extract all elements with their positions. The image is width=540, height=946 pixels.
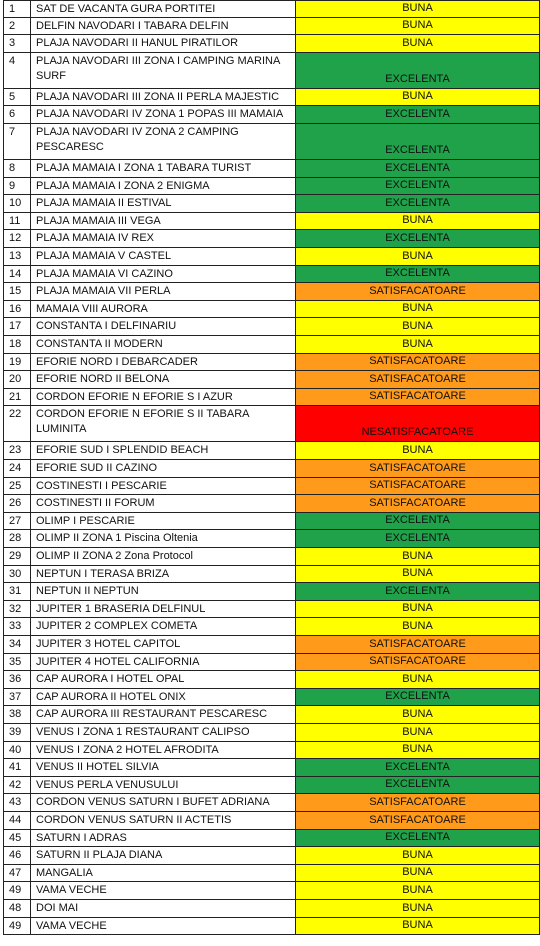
beach-name: VENUS I ZONA 2 HOTEL AFRODITA [31,742,296,759]
row-number: 26 [3,495,31,512]
beach-name: EFORIE SUD II CAZINO [31,460,296,477]
beach-name: MANGALIA [31,865,296,882]
quality-rating: EXCELENTA [296,106,540,123]
row-number: 19 [3,354,31,371]
table-row [3,794,540,812]
beach-name: PLAJA NAVODARI IV ZONA 2 CAMPING PESCARESC [31,124,296,159]
beach-name: PLAJA MAMAIA VI CAZINO [31,266,296,283]
table-row [3,706,540,724]
quality-rating: BUNA [296,566,540,583]
quality-rating: EXCELENTA [296,759,540,776]
beach-name: OLIMP II ZONA 2 Zona Protocol [31,548,296,565]
table-row [3,495,540,513]
quality-rating: SATISFACATOARE [296,283,540,300]
row-number: 1 [3,1,31,17]
table-row [3,689,540,707]
table-row [3,882,540,900]
beach-name: JUPITER 4 HOTEL CALIFORNIA [31,654,296,671]
row-number: 13 [3,248,31,265]
quality-rating: BUNA [296,336,540,353]
quality-rating: BUNA [296,724,540,741]
table-row [3,530,540,548]
row-number: 37 [3,689,31,706]
quality-rating: EXCELENTA [296,160,540,177]
row-number: 39 [3,724,31,741]
row-number: 44 [3,812,31,829]
row-number: 8 [3,160,31,177]
beach-name: JUPITER 1 BRASERIA DELFINUL [31,601,296,618]
quality-rating: EXCELENTA [296,195,540,212]
beach-name: VAMA VECHE [31,918,296,935]
table-row [3,742,540,760]
beach-name: MAMAIA VIII AURORA [31,301,296,318]
row-number: 14 [3,266,31,283]
quality-rating: SATISFACATOARE [296,354,540,371]
quality-rating: BUNA [296,1,540,17]
row-number: 17 [3,318,31,335]
quality-rating: NESATISFACATOARE [296,406,540,441]
row-number: 22 [3,406,31,441]
quality-rating: BUNA [296,706,540,723]
row-number: 23 [3,442,31,459]
table-row [3,53,540,89]
quality-rating: SATISFACATOARE [296,478,540,495]
beach-name: NEPTUN II NEPTUN [31,583,296,600]
quality-rating: BUNA [296,900,540,917]
beach-name: CAP AURORA III RESTAURANT PESCARESC [31,706,296,723]
table-row [3,566,540,584]
row-number: 15 [3,283,31,300]
quality-rating: EXCELENTA [296,777,540,794]
beach-name: SATURN II PLAJA DIANA [31,847,296,864]
row-number: 25 [3,478,31,495]
beach-name: EFORIE NORD I DEBARCADER [31,354,296,371]
quality-rating: BUNA [296,847,540,864]
table-row [3,918,540,936]
row-number: 30 [3,566,31,583]
table-row [3,178,540,196]
beach-name: VAMA VECHE [31,882,296,899]
quality-rating: BUNA [296,882,540,899]
quality-rating: EXCELENTA [296,230,540,247]
quality-rating: BUNA [296,442,540,459]
table-row [3,583,540,601]
table-row [3,248,540,266]
table-row [3,213,540,231]
beach-name: CAP AURORA I HOTEL OPAL [31,671,296,688]
row-number: 34 [3,636,31,653]
beach-name: SATURN I ADRAS [31,830,296,847]
row-number: 29 [3,548,31,565]
beach-name: OLIMP II ZONA 1 Piscina Oltenia [31,530,296,547]
row-number: 4 [3,53,31,88]
row-number: 6 [3,106,31,123]
row-number: 36 [3,671,31,688]
beach-name: PLAJA MAMAIA I ZONA 1 TABARA TURIST [31,160,296,177]
row-number: 31 [3,583,31,600]
quality-rating: EXCELENTA [296,266,540,283]
beach-name: VENUS PERLA VENUSULUI [31,777,296,794]
beach-name: EFORIE SUD I SPLENDID BEACH [31,442,296,459]
beach-name: NEPTUN I TERASA BRIZA [31,566,296,583]
quality-rating: EXCELENTA [296,583,540,600]
table-row [3,478,540,496]
row-number: 46 [3,847,31,864]
table-row [3,18,540,36]
beach-name: JUPITER 3 HOTEL CAPITOL [31,636,296,653]
beach-name: PLAJA MAMAIA VII PERLA [31,283,296,300]
quality-rating: EXCELENTA [296,689,540,706]
table-row [3,35,540,53]
table-row [3,847,540,865]
table-row [3,266,540,284]
row-number: 11 [3,213,31,230]
quality-rating: SATISFACATOARE [296,460,540,477]
beach-name: COSTINESTI II FORUM [31,495,296,512]
row-number: 2 [3,18,31,35]
quality-rating: BUNA [296,18,540,35]
row-number: 33 [3,618,31,635]
table-row [3,89,540,107]
table-row [3,865,540,883]
row-number: 49 [3,882,31,899]
row-number: 20 [3,371,31,388]
table-row [3,460,540,478]
quality-rating: BUNA [296,35,540,52]
beach-name: PLAJA MAMAIA III VEGA [31,213,296,230]
quality-rating: SATISFACATOARE [296,812,540,829]
quality-rating: BUNA [296,301,540,318]
quality-rating: EXCELENTA [296,530,540,547]
beach-name: SAT DE VACANTA GURA PORTITEI [31,1,296,17]
beach-name: PLAJA NAVODARI IV ZONA 1 POPAS III MAMAIA [31,106,296,123]
table-row [3,406,540,442]
table-row [3,671,540,689]
quality-rating: SATISFACATOARE [296,371,540,388]
table-row [3,601,540,619]
beach-name: CORDON VENUS SATURN I BUFET ADRIANA [31,794,296,811]
table-row [3,354,540,372]
row-number: 21 [3,389,31,406]
quality-rating: SATISFACATOARE [296,495,540,512]
row-number: 35 [3,654,31,671]
beach-name: CONSTANTA I DELFINARIU [31,318,296,335]
row-number: 49 [3,918,31,935]
quality-rating: BUNA [296,318,540,335]
beach-name: PLAJA MAMAIA V CASTEL [31,248,296,265]
table-row [3,636,540,654]
row-number: 5 [3,89,31,106]
row-number: 16 [3,301,31,318]
beach-name: CAP AURORA II HOTEL ONIX [31,689,296,706]
table-row [3,830,540,848]
table-row [3,759,540,777]
row-number: 45 [3,830,31,847]
table-row [3,389,540,407]
row-number: 24 [3,460,31,477]
table-row [3,336,540,354]
quality-rating: BUNA [296,865,540,882]
quality-rating: BUNA [296,213,540,230]
quality-rating: EXCELENTA [296,53,540,88]
beach-name: DELFIN NAVODARI I TABARA DELFIN [31,18,296,35]
row-number: 18 [3,336,31,353]
quality-rating: BUNA [296,601,540,618]
beach-name: CONSTANTA II MODERN [31,336,296,353]
beach-name: PLAJA NAVODARI III ZONA II PERLA MAJESTIC [31,89,296,106]
table-row [3,900,540,918]
quality-rating: SATISFACATOARE [296,389,540,406]
quality-rating: BUNA [296,248,540,265]
quality-rating: EXCELENTA [296,513,540,530]
beach-name: PLAJA NAVODARI III ZONA I CAMPING MARINA SURF [31,53,296,88]
row-number: 40 [3,742,31,759]
table-row [3,724,540,742]
beach-name: VENUS I ZONA 1 RESTAURANT CALIPSO [31,724,296,741]
beach-name: CORDON EFORIE N EFORIE S I AZUR [31,389,296,406]
table-row [3,548,540,566]
table-row [3,0,540,18]
row-number: 47 [3,865,31,882]
beach-name: PLAJA MAMAIA IV REX [31,230,296,247]
table-row [3,654,540,672]
table-row [3,618,540,636]
quality-rating: EXCELENTA [296,178,540,195]
beach-name: EFORIE NORD II BELONA [31,371,296,388]
table-row [3,442,540,460]
beach-name: PLAJA MAMAIA I ZONA 2 ENIGMA [31,178,296,195]
quality-rating: BUNA [296,89,540,106]
quality-rating: SATISFACATOARE [296,654,540,671]
beach-name: COSTINESTI I PESCARIE [31,478,296,495]
table-row [3,513,540,531]
row-number: 7 [3,124,31,159]
row-number: 28 [3,530,31,547]
table-row [3,812,540,830]
quality-rating: SATISFACATOARE [296,794,540,811]
beach-name: OLIMP I PESCARIE [31,513,296,530]
row-number: 48 [3,900,31,917]
quality-rating: EXCELENTA [296,830,540,847]
quality-rating: EXCELENTA [296,124,540,159]
row-number: 3 [3,35,31,52]
beach-name: JUPITER 2 COMPLEX COMETA [31,618,296,635]
table-row [3,195,540,213]
table-row [3,371,540,389]
quality-rating: BUNA [296,671,540,688]
row-number: 9 [3,178,31,195]
beach-name: VENUS II HOTEL SILVIA [31,759,296,776]
beach-name: DOI MAI [31,900,296,917]
beach-name: PLAJA MAMAIA II ESTIVAL [31,195,296,212]
table-row [3,301,540,319]
row-number: 12 [3,230,31,247]
quality-rating: BUNA [296,618,540,635]
table-row [3,777,540,795]
table-row [3,318,540,336]
row-number: 38 [3,706,31,723]
beach-name: CORDON EFORIE N EFORIE S II TABARA LUMINITA [31,406,296,441]
table-row [3,160,540,178]
quality-rating: BUNA [296,742,540,759]
row-number: 32 [3,601,31,618]
table-row [3,124,540,160]
row-number: 41 [3,759,31,776]
beach-name: CORDON VENUS SATURN II ACTETIS [31,812,296,829]
quality-rating: SATISFACATOARE [296,636,540,653]
row-number: 42 [3,777,31,794]
table-row [3,283,540,301]
row-number: 10 [3,195,31,212]
quality-rating: BUNA [296,548,540,565]
table-row [3,106,540,124]
table-row [3,230,540,248]
row-number: 43 [3,794,31,811]
beach-name: PLAJA NAVODARI II HANUL PIRATILOR [31,35,296,52]
quality-rating: BUNA [296,918,540,935]
row-number: 27 [3,513,31,530]
